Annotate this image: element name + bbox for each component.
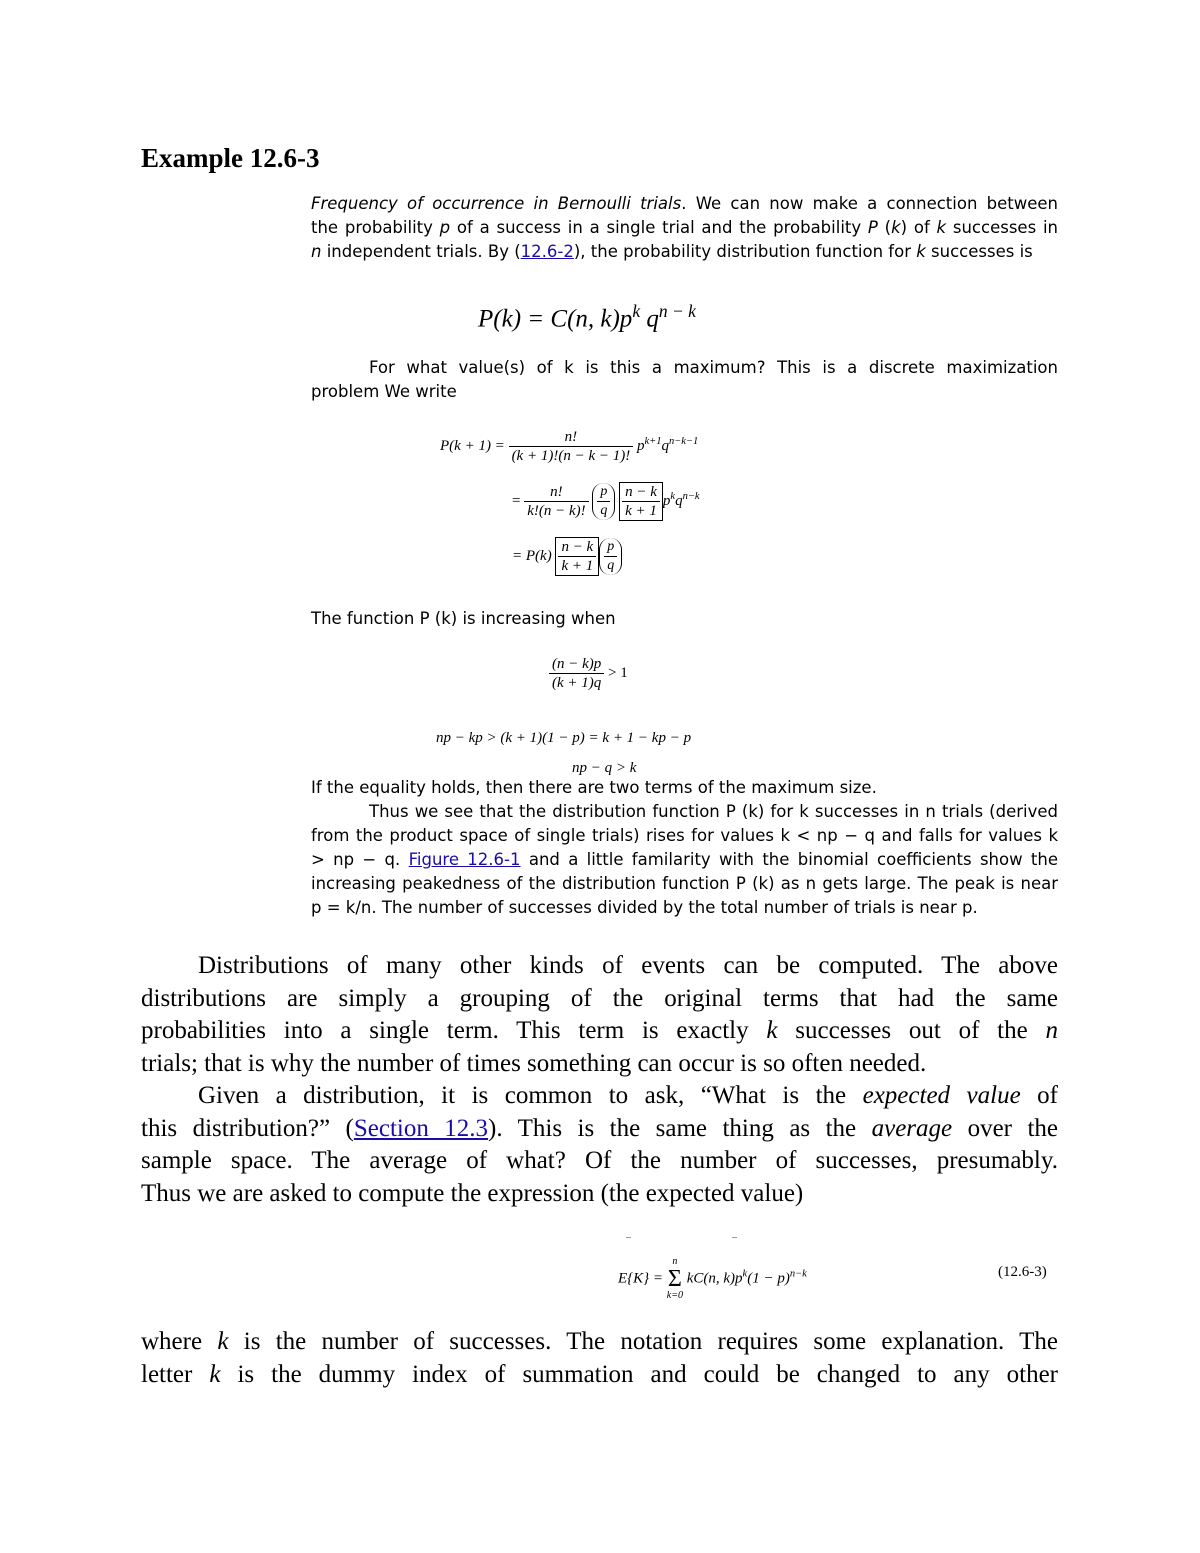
t: (k + 1)q	[552, 675, 602, 691]
fraction	[549, 655, 604, 692]
t: p	[607, 539, 615, 554]
inequality-1	[549, 655, 628, 692]
formula-exp: k	[632, 301, 641, 321]
t: of a success in a single trial and the probability	[450, 218, 868, 237]
t: k	[742, 1268, 748, 1280]
question-line-1: For what value(s) of k is this a maximum? This is a discrete maximization	[369, 358, 1058, 377]
thus-line-3	[311, 848, 1058, 872]
intro-title: Frequency of occurrence in Bernoulli trials	[311, 194, 682, 213]
bracket-group	[555, 537, 599, 576]
t: successes in	[946, 218, 1058, 237]
link-12-6-2[interactable]: 12.6-2	[520, 242, 574, 261]
derivation-line-1	[440, 428, 698, 465]
inequality-2	[436, 729, 691, 747]
t: P(k + 1) =	[440, 437, 505, 454]
t: n−k	[682, 490, 700, 502]
t: p	[636, 437, 645, 454]
t: probabilities into a single term. This term is exactly	[141, 1017, 767, 1044]
thus-line-2: from the product space of single trials) rises for values k < np − q and falls for values k	[311, 826, 1058, 845]
t: this distribution?” (	[141, 1114, 354, 1142]
link-figure-12-6-1[interactable]: Figure 12.6-1	[408, 850, 521, 869]
p3-line-2	[141, 1359, 1058, 1392]
t: independent trials. By (	[321, 242, 521, 261]
t: successes out of the	[777, 1017, 1046, 1044]
t: Given a distribution, it is common to ask, “What is the	[198, 1082, 863, 1109]
t: n!	[564, 429, 578, 445]
scan-mark	[732, 1237, 737, 1238]
t: ). This is the same thing as the	[488, 1114, 872, 1142]
t: k + 1	[561, 558, 594, 574]
t: n!	[550, 484, 563, 500]
t: n − k	[625, 484, 657, 500]
t: > 1	[608, 664, 628, 681]
p2-line-2	[141, 1113, 1058, 1146]
t: np − q > k	[572, 760, 637, 776]
t: q	[607, 558, 615, 573]
t: successes is	[925, 242, 1033, 261]
scan-mark	[626, 1237, 631, 1238]
t: k	[209, 1360, 221, 1388]
t: =	[512, 492, 521, 509]
t: n−k−1	[668, 435, 699, 447]
inequality-3	[572, 759, 636, 777]
example-intro	[311, 192, 1058, 264]
t: p	[600, 484, 608, 499]
t: kC(n, k)p	[686, 1270, 743, 1287]
t: q	[661, 437, 669, 454]
p2-line-1	[141, 1080, 1058, 1113]
p2-line-3: sample space. The average of what? Of the number of successes, presumably.	[141, 1147, 1058, 1174]
t: np − kp > (k + 1)(1 − p) = k + 1 − kp − p	[436, 730, 692, 746]
fraction	[509, 428, 634, 465]
t: n	[311, 242, 322, 261]
t: k	[916, 242, 926, 261]
intro-line-2	[311, 216, 1058, 240]
t: > np − q.	[311, 850, 409, 869]
t: k=0	[666, 1290, 683, 1301]
p1-line-2: distributions are simply a grouping of the original terms that had the same	[141, 984, 1058, 1012]
t: where	[141, 1328, 218, 1355]
t: of	[1020, 1082, 1058, 1109]
equality-line: If the equality holds, then there are two terms of the maximum size.	[311, 778, 877, 797]
derivation-line-2	[512, 482, 700, 521]
t: p	[439, 218, 451, 237]
t: average	[871, 1114, 953, 1142]
bracket-group	[619, 482, 663, 521]
example-heading: Example 12.6-3	[141, 143, 320, 173]
t: (k + 1)!(n − k − 1)!	[511, 448, 631, 464]
t: k	[670, 490, 676, 502]
t: (	[877, 218, 892, 237]
t: k + 1	[625, 503, 657, 519]
t: q	[675, 492, 683, 509]
t: k	[766, 1017, 778, 1044]
p1-line-1: Distributions of many other kinds of events can be computed. The above	[198, 952, 1058, 979]
thus-line-4: increasing peakedness of the distribution function P (k) as n gets large. The peak is near	[311, 874, 1058, 893]
t: n−k	[789, 1268, 807, 1280]
t: k!(n − k)!	[527, 503, 586, 519]
t: and a little familarity with the binomial coefficients show the	[520, 850, 1058, 869]
p3-line-1	[141, 1326, 1058, 1359]
intro-line-3	[311, 240, 1058, 264]
t: n	[1045, 1017, 1058, 1044]
main-formula	[478, 296, 696, 334]
intro-line-1-text: . We can now make a connection between	[681, 194, 1058, 213]
t: k	[217, 1328, 229, 1355]
formula-q: q	[640, 305, 659, 333]
t: k	[936, 218, 947, 237]
paren-group	[599, 538, 622, 575]
link-section-12-3[interactable]: Section 12.3	[353, 1114, 489, 1142]
t: P	[867, 218, 878, 237]
t: expected value	[862, 1082, 1021, 1109]
t: = P(k)	[512, 547, 552, 564]
p1-line-4: trials; that is why the number of times something can occur is so often needed.	[141, 1049, 927, 1077]
t: q	[600, 503, 608, 518]
p2-line-4: Thus we are asked to compute the expression (the expected value)	[141, 1179, 804, 1207]
t: n − k	[561, 539, 594, 555]
expected-value-equation	[618, 1256, 807, 1302]
question-text	[311, 356, 1058, 404]
intro-line-1	[311, 192, 1058, 216]
body-paragraphs	[141, 950, 1058, 1210]
t: the probability	[311, 218, 440, 237]
conclusion-text	[311, 776, 1058, 920]
summation-symbol: n Σ k=0	[666, 1256, 683, 1301]
thus-line-5: p = k/n. The number of successes divided by the total number of trials is near p.	[311, 898, 978, 917]
t: (1 − p)	[747, 1270, 790, 1287]
t: ) of	[900, 218, 937, 237]
t: E{K} =	[618, 1270, 664, 1287]
thus-line-1: Thus we see that the distribution function P (k) for k successes in n trials (derived	[369, 802, 1058, 821]
t: over the	[952, 1114, 1058, 1142]
t: (n − k)p	[552, 656, 602, 672]
t: is the dummy index of summation and could be changed to any other	[220, 1360, 1058, 1388]
p1-line-3	[141, 1015, 1058, 1048]
question-line-2: problem We write	[311, 382, 457, 401]
t: p	[662, 492, 671, 509]
t: n	[672, 1256, 678, 1267]
t: is the number of successes. The notation requires some explanation. The	[228, 1328, 1058, 1355]
derivation-line-3	[512, 537, 622, 576]
body-paragraph-3	[141, 1326, 1058, 1391]
t: k+1	[644, 435, 662, 447]
formula-text: P(k) = C(n, k)p	[478, 305, 633, 333]
t: ), the probability distribution function for	[573, 242, 917, 261]
t: k	[891, 218, 901, 237]
paren-group	[592, 483, 615, 520]
formula-exp: n − k	[658, 301, 696, 321]
increasing-text: The function P (k) is increasing when	[311, 609, 616, 628]
equation-number: (12.6-3)	[998, 1264, 1047, 1280]
fraction	[524, 483, 588, 520]
t: letter	[141, 1360, 210, 1388]
